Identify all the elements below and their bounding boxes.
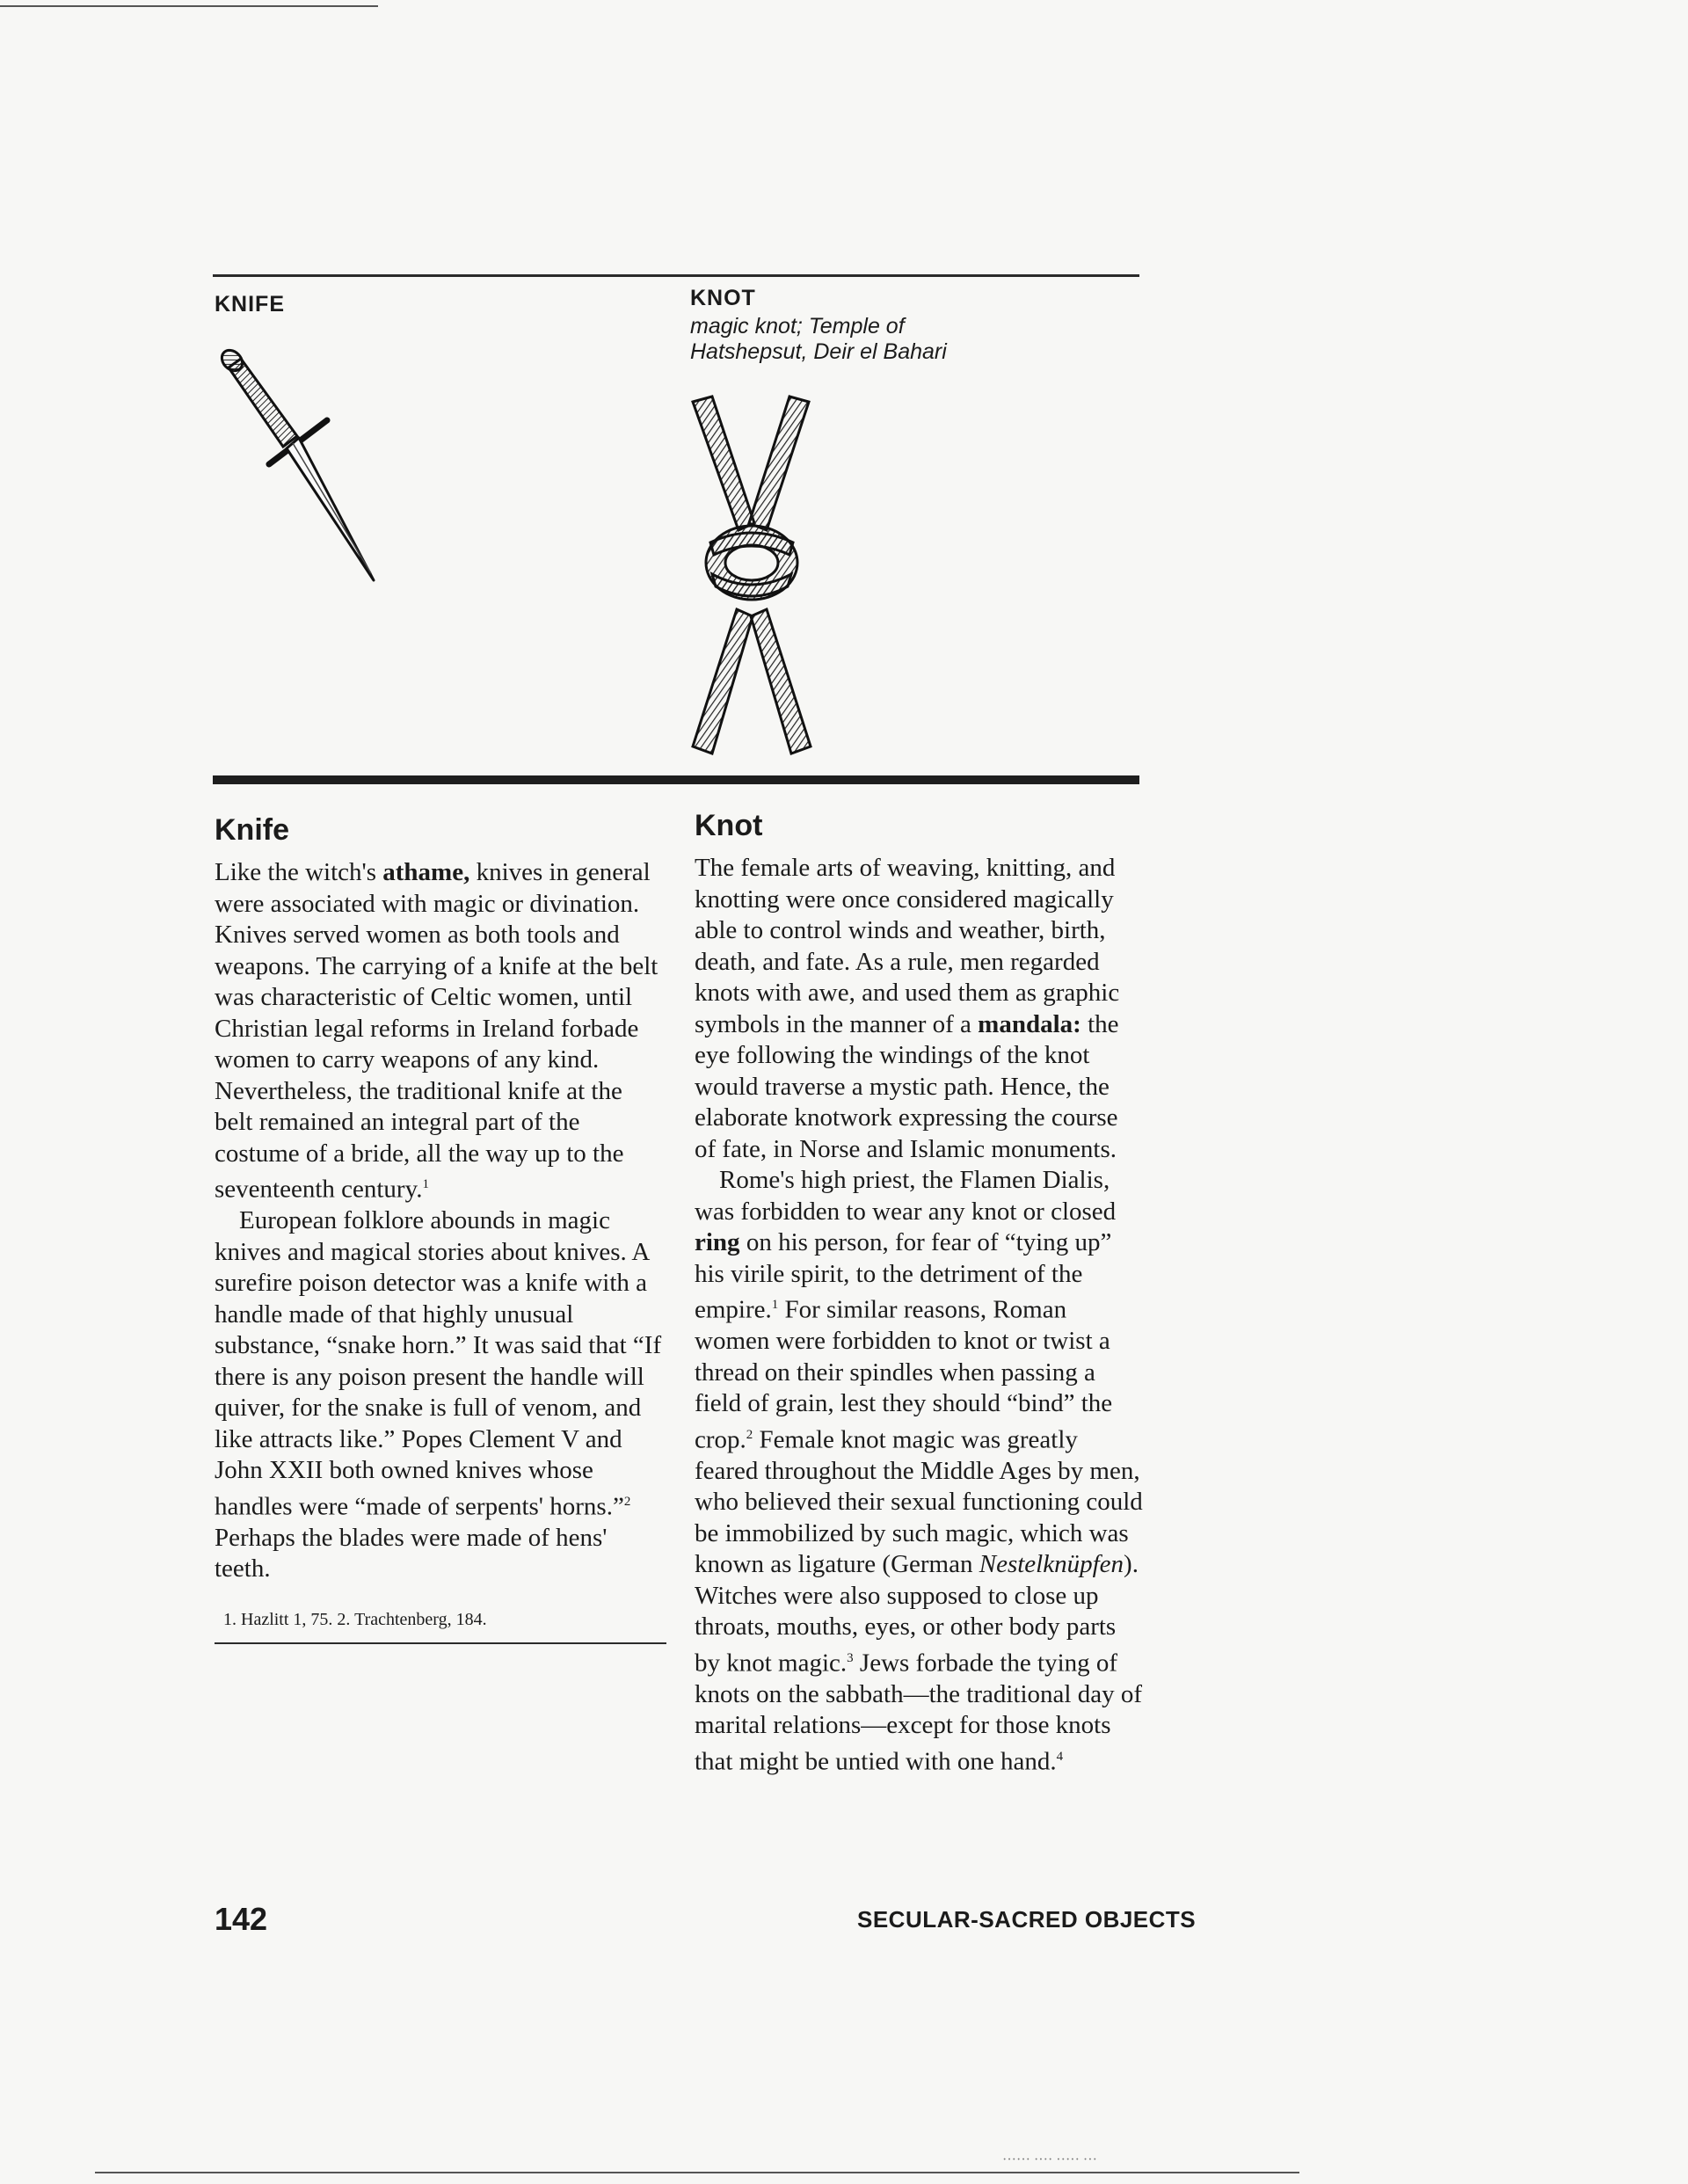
text: ). Witches were also supposed to close up throats, mouths, eyes, or other body parts by knot magic.	[695, 1550, 1139, 1678]
running-footer-section-title: SECULAR-SACRED OBJECTS	[857, 1906, 1197, 1933]
note-ref: 2	[746, 1427, 753, 1442]
knot-paragraph-2	[695, 1165, 1145, 1778]
foreign-term: Nestelknüpfen	[979, 1550, 1124, 1579]
knife-entry-heading: Knife	[215, 813, 289, 847]
knot-rope-upper-left	[693, 397, 754, 530]
figure-label-knife: KNIFE	[215, 292, 285, 317]
knife-paragraph-1	[215, 857, 666, 1205]
magic-knot-illustration	[686, 391, 818, 761]
knot-rope-lower-left	[693, 609, 753, 753]
text: Female knot magic was greatly feared throughout the Middle Ages by men, who believed their sexual functioning could be immobilized by such magic, which was known as ligature (German	[695, 1425, 1143, 1579]
scan-edge-bottom	[95, 2172, 1299, 2173]
cross-reference-ring: ring	[695, 1228, 740, 1256]
section-divider-rule	[213, 775, 1139, 784]
caption-line: magic knot; Temple of	[690, 314, 905, 339]
text: European folklore abounds in magic knives and magical stories about knives. A surefire poison detector was a knife with a handle made of that highly unusual substance, “snake horn.” It was said that “If there is any poison present the handle will quiver, for the snake is full of venom, and like attracts like.” Popes Clement V and John XXII both owned knives whose handles were “made of serpents' horns.”	[215, 1206, 662, 1521]
note-ref: 4	[1056, 1749, 1064, 1764]
note-ref: 1	[771, 1298, 779, 1312]
knife-paragraph-2	[215, 1205, 666, 1585]
knot-loop-hole	[725, 545, 778, 580]
knot-rope-upper-right	[749, 397, 809, 530]
header-rule	[213, 274, 1139, 277]
text: For similar reasons, Roman women were forbidden to knot or twist a thread on their spindles when passing a field of grain, lest they should “bind” the crop.	[695, 1295, 1113, 1454]
cross-reference-athame: athame,	[382, 858, 470, 886]
figure-caption-knot	[690, 314, 1059, 365]
dagger-illustration	[211, 343, 387, 598]
text: Like the witch's	[215, 858, 383, 886]
text: on his person, for fear of “tying up” his virile spirit, to the detriment of the empire.	[695, 1228, 1112, 1324]
text: The female arts of weaving, knitting, and knotting were once considered magically able to control winds and weather, birth, death, and fate. As a rule, men regarded knots with awe, and used them as graphic symbols in the manner of a	[695, 854, 1120, 1038]
knot-paragraph-1	[695, 853, 1145, 1165]
text: the eye following the windings of the knot would traverse a mystic path. Hence, the elaborate knotwork expressing the course of fate, in Norse and Islamic monuments.	[695, 1009, 1119, 1163]
text: Rome's high priest, the Flamen Dialis, was forbidden to wear any knot or closed	[695, 1166, 1117, 1226]
note-ref: 1	[422, 1177, 429, 1191]
knife-footnotes: 1. Hazlitt 1, 75. 2. Trachtenberg, 184.	[215, 1605, 666, 1645]
caption-line: Hatshepsut, Deir el Bahari	[690, 339, 947, 364]
dagger-blade	[287, 438, 374, 580]
knot-entry-body	[695, 853, 1145, 1778]
scan-artifact: ······ ···· ····· ···	[1002, 2152, 1097, 2167]
note-ref: 2	[623, 1494, 631, 1509]
text: knives in general were associated with magic or divination. Knives served women as both tools and weapons. The carrying of a knife at the belt was characteristic of Celtic women, until Christian legal reforms in Ireland forbade women to carry weapons of any kind. Nevertheless, the traditional knife at the belt remained an integral part of the costume of a bride, all the way up to the seventeenth century.	[215, 858, 658, 1204]
knot-entry-heading: Knot	[695, 809, 763, 842]
knife-entry-body	[215, 857, 666, 1644]
figure-label-knot: KNOT	[690, 286, 756, 310]
dagger-handle	[218, 346, 297, 447]
knot-rope-lower-right	[751, 609, 811, 753]
scan-edge-top-left	[0, 5, 378, 7]
cross-reference-mandala: mandala:	[978, 1009, 1081, 1038]
dagger-blade-edge	[293, 443, 371, 573]
page-number: 142	[215, 1901, 268, 1937]
note-ref: 3	[847, 1650, 854, 1665]
text: Perhaps the blades were made of hens' teeth.	[215, 1523, 608, 1583]
text: Jews forbade the tying of knots on the sabbath—the traditional day of marital relations—except for those knots that might be untied with one hand.	[695, 1649, 1143, 1776]
